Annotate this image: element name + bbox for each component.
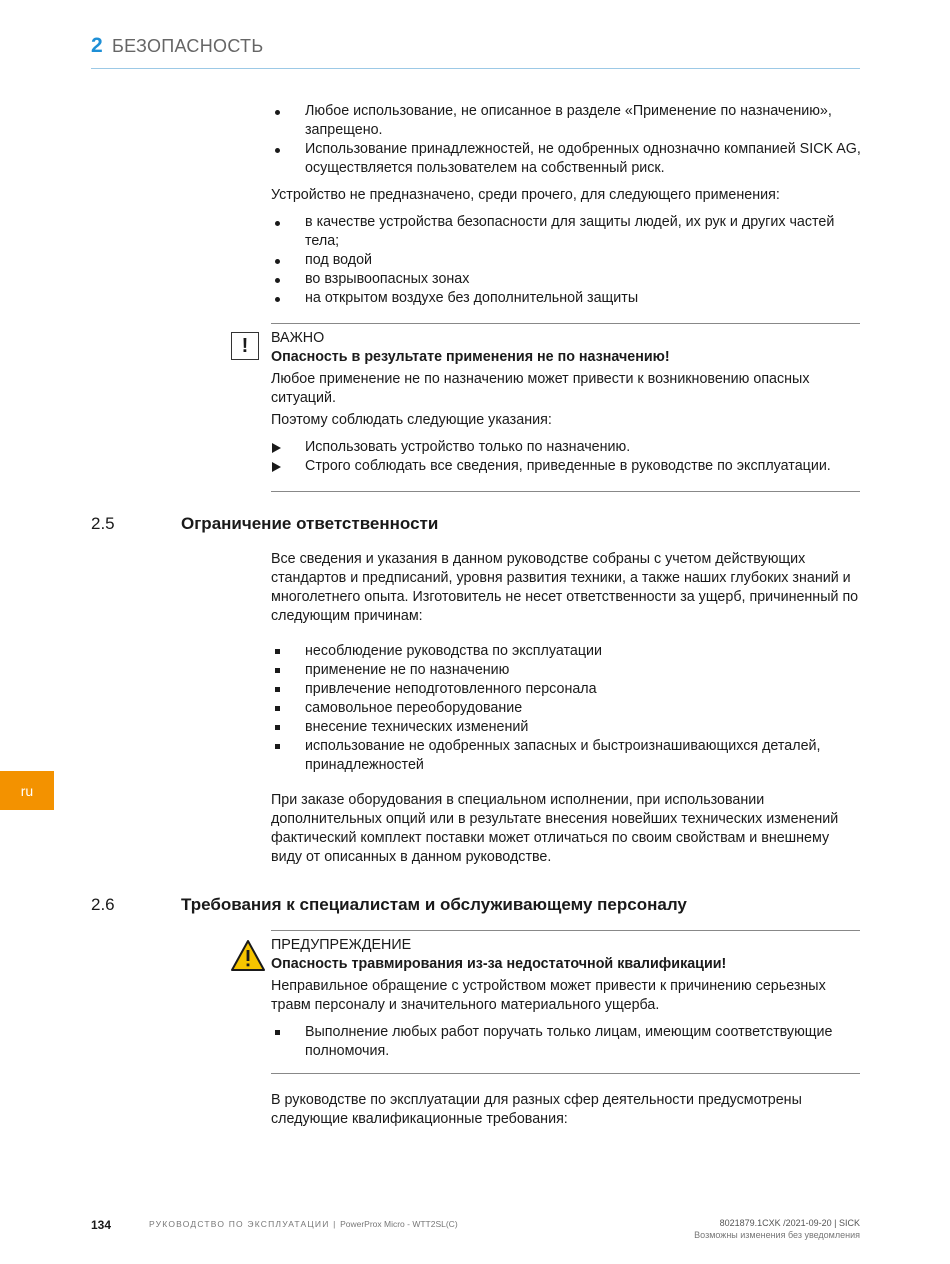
section-title: Ограничение ответственности [181,514,439,533]
footer-doc-id: 8021879.1CXK /2021-09-20 | SICK [719,1218,860,1228]
exclamation-icon: ! [231,332,259,360]
section-number: 2.5 [91,514,115,533]
warning-triangle-icon [230,939,266,972]
footer-doc-type: РУКОВОДСТВО ПО ЭКСПЛУАТАЦИИ [149,1219,330,1229]
chapter-number: 2 [91,34,103,57]
list-item: самовольное переоборудование [305,700,523,716]
list-item: Выполнение любых работ поручать только лицам, имеющим соответствующие полномочия. [305,1024,833,1059]
list-item: во взрывоопасных зонах [305,271,470,287]
list-item: Строго соблюдать все сведения, приведенные в руководстве по эксплуатации. [305,458,831,474]
page-number: 134 [91,1218,112,1232]
liability-causes-list [271,642,861,775]
notice-top-rule [271,323,860,324]
notice-bottom-rule [271,491,860,492]
qualification-paragraph: В руководстве по эксплуатации для разных сфер деятельности предусмотрены следующие квалификационные требования: [271,1092,802,1127]
important-title: Опасность в результате применения не по назначению! [271,349,670,365]
list-item: внесение технических изменений [305,719,529,735]
language-tab: ru [0,771,54,810]
liability-paragraph: Все сведения и указания в данном руководстве собраны с учетом действующих стандартов и предписаний, уровня развития техники, а также наших глубоких знаний и многолетнего опыта. Изготовитель не несет ответственности за ущерб, причиненный по следующим причинам: [271,551,859,624]
not-intended-paragraph: Устройство не предназначено, среди прочего, для следующего применения: [271,187,780,203]
warning-text: Неправильное обращение с устройством может привести к причинению серьезных травм персоналу и значительного материального ущерба. [271,978,826,1013]
list-item: несоблюдение руководства по эксплуатации [305,643,603,659]
not-intended-list [271,213,861,308]
section-2-6-body [271,1091,861,1129]
list-item: Использовать устройство только по назначению. [305,439,631,455]
list-item: Любое использование, не описанное в разделе «Применение по назначению», запрещено. [305,103,832,138]
important-instruction: Поэтому соблюдать следующие указания: [271,412,552,428]
intro-block [271,102,861,308]
footer-doc-info: РУКОВОДСТВО ПО ЭКСПЛУАТАЦИИ | PowerProx Micro - WTT2SL(C) [149,1219,458,1229]
warning-top-rule [271,930,860,931]
chapter-header [91,34,263,58]
warning-bottom-rule [271,1073,860,1074]
important-steps [271,438,861,476]
section-title: Требования к специалистам и обслуживающему персоналу [181,895,687,914]
list-item: применение не по назначению [305,662,510,678]
chapter-title: БЕЗОПАСНОСТЬ [111,36,264,56]
warning-title: Опасность травмирования из-за недостаточной квалификации! [271,956,727,972]
list-item: на открытом воздухе без дополнительной защиты [305,290,639,306]
warning-label: ПРЕДУПРЕЖДЕНИЕ [271,937,412,953]
list-item: под водой [305,252,373,268]
important-notice [271,329,861,476]
footer-product: PowerProx Micro - WTT2SL(C) [340,1219,458,1229]
warning-steps [271,1023,861,1061]
footer-note: Возможны изменения без уведомления [694,1230,860,1240]
list-item: использование не одобренных запасных и быстроизнашивающихся деталей, принадлежностей [305,738,821,773]
list-item: в качестве устройства безопасности для защиты людей, их рук и других частей тела; [305,214,835,249]
list-item: привлечение неподготовленного персонала [305,681,597,697]
list-item: Использование принадлежностей, не одобренных однозначно компанией SICK AG, осуществляется пользователем на собственный риск. [305,141,861,176]
warning-notice [271,936,861,1061]
important-text: Любое применение не по назначению может привести к возникновению опасных ситуаций. [271,371,810,406]
intro-list [271,102,861,178]
important-label: ВАЖНО [271,330,325,346]
section-number: 2.6 [91,895,115,914]
header-divider [91,68,860,69]
section-2-5-body [271,550,861,867]
delivery-note-paragraph: При заказе оборудования в специальном исполнении, при использовании дополнительных опций или в результате внесения новейших технических изменений фактический комплект поставки может отличаться по своим свойствам и внешнему виду от описанных в данном руководстве. [271,792,839,865]
